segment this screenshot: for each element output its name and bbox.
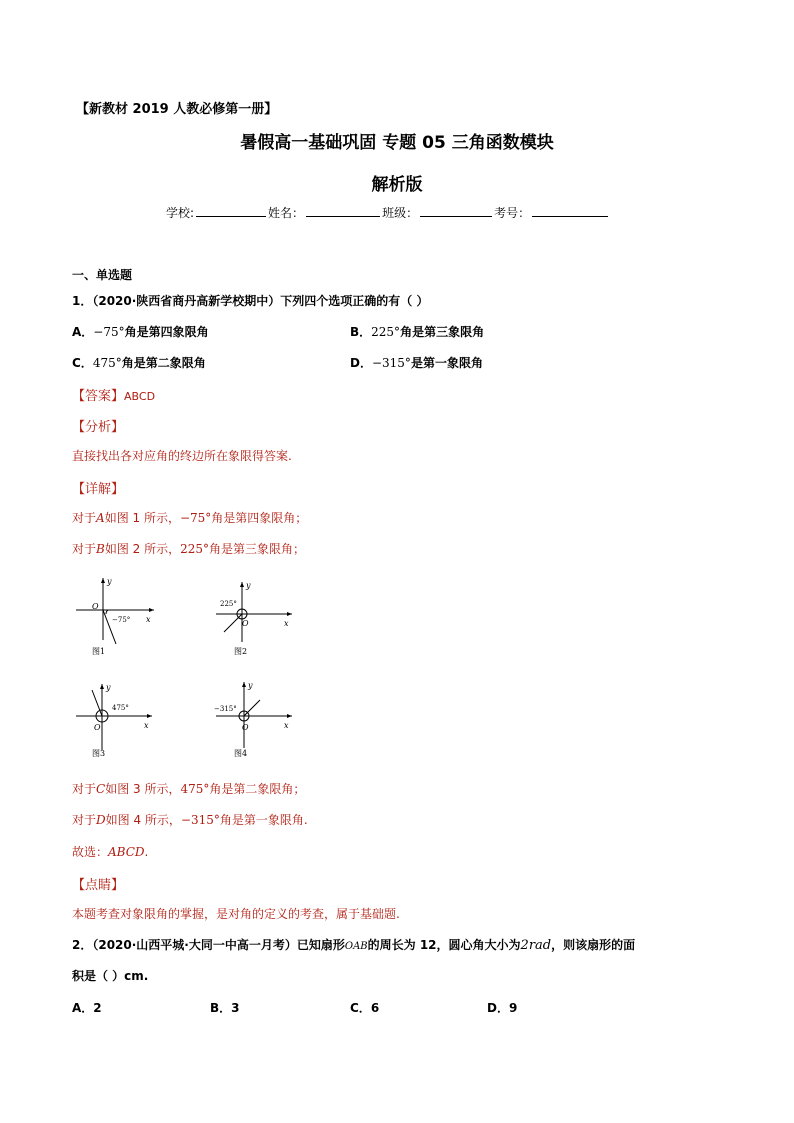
school-label: 学校: (166, 206, 195, 220)
exam-no-label: 考号： (494, 206, 531, 220)
detail-line-c: 对于C如图 3 所示，475°角是第二象限角； (72, 782, 306, 796)
q2-option-b: B．3 (210, 1001, 240, 1015)
q1-option-d: D．−315°是第一象限角 (350, 356, 483, 370)
fig4-origin-label: O (242, 723, 249, 732)
q2-stem: 2．（2020·山西平城·大同一中高一月考）已知扇形OAB的周长为 12，圆心角大小为2rad，则该扇形的面 (72, 938, 636, 953)
fig4-caption: 图4 (234, 749, 248, 758)
answer-value: ABCD (124, 390, 156, 403)
class-blank[interactable] (420, 205, 492, 217)
page-subtitle: 解析版 (371, 175, 423, 195)
choice-line: 故选：ABCD. (72, 845, 149, 859)
fig4-y-label: y (248, 681, 253, 690)
fig3-caption: 图3 (92, 749, 106, 758)
fig2-angle-label: 225° (220, 600, 237, 608)
fig4-x-label: x (284, 721, 289, 730)
q1-answer (72, 385, 155, 404)
name-label: 姓名： (268, 206, 305, 220)
detail-line-b: 对于B如图 2 所示，225°角是第三象限角； (72, 542, 306, 556)
q1-option-a: A．−75°角是第四象限角 (72, 325, 209, 339)
textbook-tag: 【新教材 2019 人教必修第一册】 (76, 102, 278, 117)
q2-option-c: C．6 (350, 1001, 380, 1015)
fig3-origin-label: O (94, 723, 101, 732)
detail-line-d: 对于D如图 4 所示，−315°角是第一象限角. (72, 813, 308, 827)
fig3-y-label: y (106, 683, 111, 692)
q2-option-d: D．9 (487, 1001, 518, 1015)
fig1-y-label: y (107, 577, 112, 586)
analysis-label: 【分析】 (72, 420, 125, 435)
fig2-origin-label: O (242, 619, 249, 628)
class-label: 班级： (382, 206, 419, 220)
exam-no-blank[interactable] (532, 205, 608, 217)
comment-label: 【点睛】 (72, 878, 125, 893)
fig4-angle-label: −315° (214, 705, 237, 713)
fig2-x-label: x (284, 619, 289, 628)
comment-text: 本题考查对象限角的掌握，是对角的定义的考查，属于基础题. (72, 907, 400, 921)
fig1-caption: 图1 (92, 647, 106, 656)
page-title: 暑假高一基础巩固 专题 05 三角函数模块 (240, 133, 554, 153)
section-heading: 一、单选题 (72, 268, 133, 282)
q2-option-a: A．2 (72, 1001, 102, 1015)
analysis-text: 直接找出各对应角的终边所在象限得答案. (72, 449, 292, 463)
q1-option-b: B．225°角是第三象限角 (350, 325, 485, 339)
fig1-origin-label: O (92, 602, 99, 611)
q1-option-c: C．475°角是第二象限角 (72, 356, 206, 370)
fig3-angle-label: 475° (112, 704, 129, 712)
detail-line-a: 对于A如图 1 所示，−75°角是第四象限角； (72, 511, 308, 525)
q2-stem-line2: 积是（ ）cm. (72, 969, 149, 983)
fig3-x-label: x (144, 721, 149, 730)
detail-label: 【详解】 (72, 482, 125, 497)
angle-figures (70, 570, 310, 766)
student-info-fields (166, 204, 610, 221)
fig2-caption: 图2 (234, 647, 248, 656)
answer-label: 【答案】 (72, 389, 125, 404)
fig1-angle-label: −75° (112, 616, 131, 624)
fig2-y-label: y (246, 581, 251, 590)
q1-stem: 1．（2020·陕西省商丹高新学校期中）下列四个选项正确的有（ ） (72, 294, 429, 308)
school-blank[interactable] (196, 205, 266, 217)
name-blank[interactable] (306, 205, 380, 217)
fig1-x-label: x (146, 615, 151, 624)
